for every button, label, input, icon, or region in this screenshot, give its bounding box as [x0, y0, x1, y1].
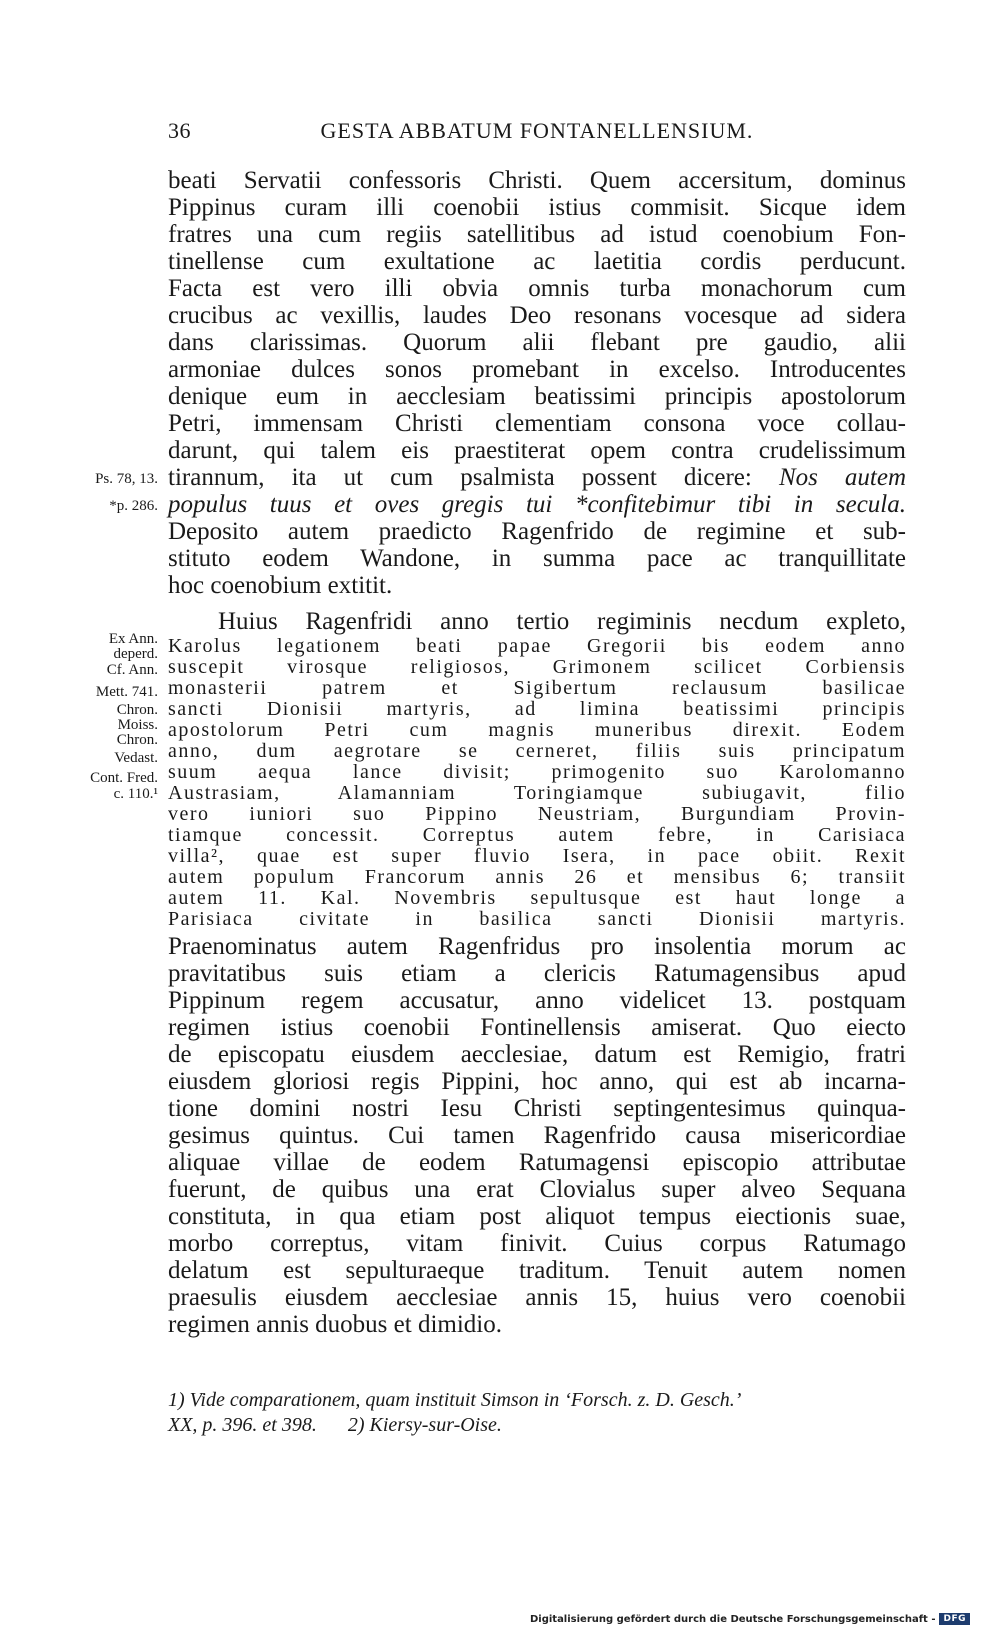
footnote-2: 2) Kiersy-sur-Oise. — [347, 1414, 502, 1436]
text-line: darunt, qui talem eis praestiterat opem contra crudelissimum — [168, 437, 906, 464]
page-header — [168, 118, 906, 152]
text-line: denique eum in aecclesiam beatissimi principis apostolorum — [168, 383, 906, 410]
text-line: Parisiaca civitate in basilica sancti Dionisii martyris. — [168, 908, 906, 930]
margin-note-psalm: Ps. 78, 13. — [95, 471, 158, 487]
text-line: Pippinus curam illi coenobii istius commisit. Sicque idem — [168, 194, 906, 221]
running-title: GESTA ABBATUM FONTANELLENSIUM. — [320, 118, 754, 143]
text-line: Karolus legationem beati papae Gregorii bis eodem anno — [168, 635, 906, 657]
text-line: de episcopatu eiusdem aecclesiae, datum est Remigio, fratri — [168, 1041, 906, 1068]
margin-note-source: Chron. — [116, 702, 158, 718]
text-line: tiamque concessit. Correptus autem febre, in Carisiaca — [168, 824, 906, 846]
text-line: gesimus quintus. Cui tamen Ragenfrido causa misericordiae — [168, 1122, 906, 1149]
text-line: Deposito autem praedicto Ragenfrido de regimine et sub- — [168, 518, 906, 545]
dfg-logo: DFG — [939, 1613, 970, 1625]
text-line: Praenominatus autem Ragenfridus pro insolentia morum ac — [168, 933, 906, 960]
margin-note-source: Moiss. — [117, 717, 158, 733]
margin-note-source: c. 110.¹ — [113, 786, 158, 802]
margin-note-source: Chron. — [116, 732, 158, 748]
text-line: anno, dum aegrotare se cerneret, filiis suis principatum — [168, 740, 906, 762]
text-line: suum aequa lance divisit; primogenito suo Karolomanno — [168, 761, 906, 783]
text-line: vero iuniori suo Pippino Neustriam, Burgundiam Provin- — [168, 803, 906, 825]
paragraph-start: Huius Ragenfridi anno tertio regiminis necdum expleto, — [218, 608, 906, 635]
psalm-quote-line: populus tuus et oves gregis tui *confitebimur tibi in secula. — [168, 491, 906, 518]
text-line: sancti Dionisii martyris, ad limina beatissimi principis — [168, 698, 906, 720]
funding-text: Digitalisierung gefördert durch die Deutsche Forschungsgemeinschaft - — [529, 1613, 936, 1625]
text-line: fuerunt, de quibus una erat Clovialus super alveo Sequana — [168, 1176, 906, 1203]
text-line: autem 11. Kal. Novembris sepultusque est haut longe a — [168, 887, 906, 909]
text-line: constituta, in qua etiam post aliquot tempus eiectionis suae, — [168, 1203, 906, 1230]
text-line: regimen istius coenobii Fontinellensis amiserat. Quo eiecto — [168, 1014, 906, 1041]
page-number: 36 — [168, 118, 191, 143]
margin-note-source: Cont. Fred. — [90, 770, 158, 786]
text-line: crucibus ac vexillis, laudes Deo resonans vocesque ad sidera — [168, 302, 906, 329]
funding-footer — [530, 1613, 970, 1625]
text-line: Petri, immensam Christi clementiam consona voce collau- — [168, 410, 906, 437]
margin-note-source: Vedast. — [114, 750, 158, 766]
margin-note-source: Ex Ann. — [108, 631, 158, 647]
text-line: hoc coenobium extitit. — [168, 572, 393, 599]
text-line: Facta est vero illi obvia omnis turba monachorum cum — [168, 275, 906, 302]
text-line: dans clarissimas. Quorum alii flebant pre gaudio, alii — [168, 329, 906, 356]
text-line: suscepit virosque religiosos, Grimonem scilicet Corbiensis — [168, 656, 906, 678]
text-line: tinellense cum exultatione ac laetitia cordis perducunt. — [168, 248, 906, 275]
footnote-line-2 — [168, 1414, 502, 1437]
text-line: villa², quae est super fluvio Isera, in pace obiit. Rexit — [168, 845, 906, 867]
text-line: regimen annis duobus et dimidio. — [168, 1311, 502, 1338]
margin-note-source: deperd. — [113, 646, 158, 662]
text-line: armoniae dulces sonos promebant in excelso. Introducentes — [168, 356, 906, 383]
footnote-1-cont: XX, p. 396. et 398. — [168, 1414, 317, 1436]
text-line: praesulis eiusdem aecclesiae annis 15, huius vero coenobii — [168, 1284, 906, 1311]
text-line: eiusdem gloriosi regis Pippini, hoc anno, qui est ab incarna- — [168, 1068, 906, 1095]
text-line: stituto eodem Wandone, in summa pace ac tranquillitate — [168, 545, 906, 572]
text-line: morbo correptus, vitam finivit. Cuius corpus Ratumago — [168, 1230, 906, 1257]
text-line: beati Servatii confessoris Christi. Quem accersitum, dominus — [168, 167, 906, 194]
margin-note-source: Mett. 741. — [95, 684, 158, 700]
text-line: apostolorum Petri cum magnis muneribus direxit. Eodem — [168, 719, 906, 741]
text-line: pravitatibus suis etiam a clericis Ratumagensibus apud — [168, 960, 906, 987]
text-line: aliquae villae de eodem Ratumagensi episcopio attributae — [168, 1149, 906, 1176]
text-line: Austrasiam, Alamanniam Toringiamque subiugavit, filio — [168, 782, 906, 804]
text-line: delatum est sepulturaeque traditum. Tenuit autem nomen — [168, 1257, 906, 1284]
margin-note-source: Cf. Ann. — [106, 662, 158, 678]
text-line: monasterii patrem et Sigibertum reclausum basilicae — [168, 677, 906, 699]
footnote-1: 1) Vide comparationem, quam instituit Simson in ‘Forsch. z. D. Gesch.’ — [168, 1389, 742, 1411]
psalm-quote: Nos autem — [778, 464, 907, 491]
text-line: autem populum Francorum annis 26 et mensibus 6; transiit — [168, 866, 906, 888]
margin-note-page: *p. 286. — [109, 498, 158, 514]
psalm-text: tirannum, ita ut cum psalmista possent dicere: — [168, 464, 752, 491]
psalm-line — [168, 465, 906, 493]
text-line: tione domini nostri Iesu Christi septingentesimus quinqua- — [168, 1095, 906, 1122]
text-line: Pippinum regem accusatur, anno videlicet 13. postquam — [168, 987, 906, 1014]
text-line: fratres una cum regiis satellitibus ad istud coenobium Fon- — [168, 221, 906, 248]
